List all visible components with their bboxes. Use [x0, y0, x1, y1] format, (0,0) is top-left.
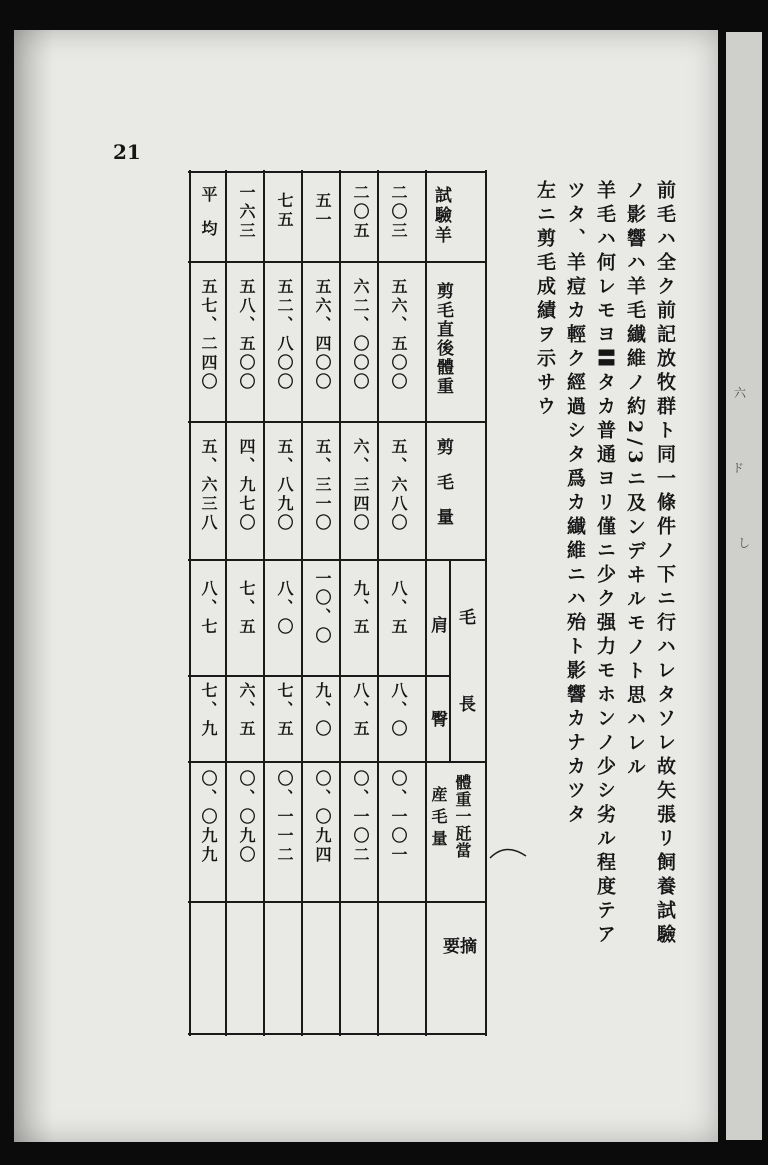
cell-thigh: 八、〇: [389, 682, 408, 739]
cell-fleece: 五、三一〇: [313, 438, 332, 533]
cell-thigh: 六、五: [237, 682, 256, 739]
cell-sheep: 七五: [275, 192, 294, 230]
cell-weight: 五六、五〇〇: [389, 278, 408, 392]
header-wool-length: 毛長: [455, 608, 475, 782]
cell-thigh: 九、〇: [313, 682, 332, 739]
text-line: 前毛ハ全ク前記放牧群ト同一條件ノ下ニ行ハレタソレ故矢張リ飼養試驗: [654, 180, 676, 948]
cell-fleece: 四、九七〇: [237, 438, 256, 533]
cell-ratio: 〇、一一二: [275, 770, 294, 865]
header-fleece: 剪毛量: [433, 438, 453, 543]
cell-fleece: 五、六三八: [199, 438, 218, 533]
cell-shoulder: 八、〇: [275, 580, 294, 637]
edge-mark: ド: [732, 461, 745, 475]
text-line: ノ影響ハ羊毛纎維ノ約2/3ニ及ンデヰルモノト思ハレル: [624, 180, 646, 781]
header-shoulder: 肩: [427, 616, 447, 636]
cell-fleece: 六、三四〇: [351, 438, 370, 533]
cell-weight: 五二、八〇〇: [275, 278, 294, 392]
cell-ratio: 〇、〇九四: [313, 770, 332, 865]
cell-fleece: 五、六八〇: [389, 438, 408, 533]
cell-shoulder: 八、七: [199, 580, 218, 637]
cell-weight: 五六、四〇〇: [313, 278, 332, 392]
cell-sheep: 五一: [313, 192, 332, 230]
page-edge: [726, 32, 762, 1140]
page-number: 21: [113, 140, 141, 164]
cell-sheep: 平均: [199, 186, 218, 254]
text-line: ツタ、羊痘カ輕ク經過シタ爲カ纎維ニハ殆ト影響カナカツタ: [564, 180, 586, 828]
cell-weight: 六二、〇〇〇: [351, 278, 370, 392]
text-line: 左ニ剪毛成績ヲ示サウ: [534, 180, 556, 420]
cell-sheep: 二〇五: [351, 184, 370, 241]
bracket-mark: [488, 838, 528, 898]
header-body-weight: 剪毛直後體重: [433, 282, 453, 396]
header-ratio-top: 體重一瓩當: [453, 774, 472, 859]
cell-fleece: 五、八九〇: [275, 438, 294, 533]
cell-sheep: 二〇三: [389, 184, 408, 241]
cell-thigh: 八、五: [351, 682, 370, 739]
cell-shoulder: 八、五: [389, 580, 408, 637]
cell-shoulder: 七、五: [237, 580, 256, 637]
header-sheep: 試驗羊: [431, 186, 451, 246]
cell-thigh: 七、九: [199, 682, 218, 739]
cell-weight: 五七、二四〇: [199, 278, 218, 392]
text-line: 羊毛ハ何レモヨ〓タカ普通ヨリ僅ニ少ク强力モホンノ少シ劣ル程度テア: [594, 180, 616, 948]
cell-ratio: 〇、〇九九: [199, 770, 218, 865]
body-text: [490, 180, 680, 1060]
edge-mark: 六: [734, 386, 747, 400]
cell-shoulder: 九、五: [351, 580, 370, 637]
shearing-results-table: [188, 170, 488, 1036]
cell-ratio: 〇、一〇一: [389, 770, 408, 865]
cell-thigh: 七、五: [275, 682, 294, 739]
header-remarks: 摘要: [439, 936, 476, 1014]
cell-shoulder: 一〇、〇: [313, 570, 332, 646]
cell-ratio: 〇、〇九〇: [237, 770, 256, 865]
header-thigh: 臀: [427, 710, 447, 730]
header-ratio-bottom: 産毛量: [429, 786, 448, 852]
edge-mark: し: [738, 536, 751, 550]
cell-ratio: 〇、一〇二: [351, 770, 370, 865]
cell-sheep: 一六三: [237, 184, 256, 241]
cell-weight: 五八、五〇〇: [237, 278, 256, 392]
